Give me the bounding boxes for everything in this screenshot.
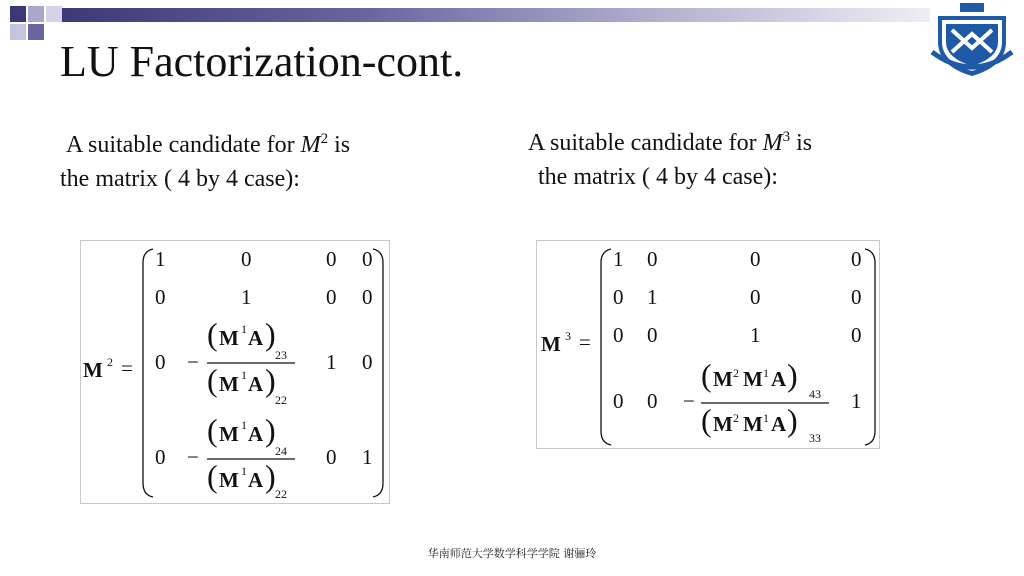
fraction-numerator-sup: 1 — [241, 322, 247, 336]
minus-sign: − — [683, 389, 695, 413]
fraction-denominator-m1: M — [743, 412, 763, 436]
paren-open: ( — [207, 316, 218, 352]
fraction-numerator-a: A — [771, 367, 787, 391]
matrix-m2-equals: = — [121, 356, 133, 380]
fraction-numerator-m2-sup: 2 — [733, 366, 739, 380]
right-text-suffix: is — [790, 130, 813, 156]
paren-open: ( — [701, 357, 712, 393]
fraction-denominator-sup: 1 — [241, 368, 247, 382]
matrix-m2-lhs: M — [83, 358, 103, 382]
header-square-decoration — [10, 24, 26, 40]
university-logo — [930, 2, 1014, 78]
matrix-m3-lhs: M — [541, 332, 561, 356]
matrix-cell: 0 — [851, 285, 862, 309]
minus-sign: − — [187, 350, 199, 374]
fraction-numerator-m1: M — [743, 367, 763, 391]
slide-title: LU Factorization-cont. — [60, 37, 464, 86]
fraction-numerator-a: A — [248, 326, 264, 350]
fraction-numerator-m: M — [219, 422, 239, 446]
matrix-cell: 0 — [155, 285, 166, 309]
left-text: A suitable candidate for — [66, 132, 301, 158]
paren-open: ( — [207, 458, 218, 494]
matrix-m2-equation — [81, 241, 389, 503]
matrix-cell: 0 — [241, 247, 252, 271]
fraction-denominator-m2: M — [713, 412, 733, 436]
paren-close: ) — [787, 357, 798, 393]
matrix-cell: 0 — [326, 285, 337, 309]
fraction-numerator-m: M — [219, 326, 239, 350]
fraction-numerator-sub: 23 — [275, 348, 287, 362]
header-gradient-bar — [60, 8, 930, 22]
matrix-cell: 0 — [155, 350, 166, 374]
left-text-suffix: is — [328, 132, 351, 158]
matrix-cell: 0 — [362, 247, 373, 271]
fraction-denominator-sub: 22 — [275, 487, 287, 501]
matrix-m2-lhs-sup: 2 — [107, 355, 113, 369]
matrix-m3-equation — [537, 241, 879, 448]
matrix-cell: 1 — [362, 445, 373, 469]
matrix-cell: 0 — [851, 323, 862, 347]
fraction-denominator-sub: 33 — [809, 431, 821, 445]
matrix-cell: 0 — [326, 247, 337, 271]
fraction-numerator-m2: M — [713, 367, 733, 391]
fraction-denominator-a: A — [248, 468, 264, 492]
paren-close: ) — [265, 458, 276, 494]
matrix-cell: 1 — [155, 247, 166, 271]
matrix-cell: 1 — [647, 285, 658, 309]
matrix-cell: 0 — [647, 389, 658, 413]
left-description-line2: the matrix ( 4 by 4 case): — [60, 166, 300, 192]
fraction-numerator-sub: 24 — [275, 444, 287, 458]
header-square-decoration — [46, 6, 62, 22]
matrix-cell: 0 — [647, 247, 658, 271]
matrix-cell: 0 — [613, 285, 624, 309]
matrix-m3-lhs-sup: 3 — [565, 329, 571, 343]
matrix-cell: 0 — [326, 445, 337, 469]
right-description-line2: the matrix ( 4 by 4 case): — [538, 164, 778, 190]
matrix-cell: 0 — [362, 350, 373, 374]
slide-footer: 华南师范大学数学科学学院 谢骊玲 — [427, 547, 597, 560]
right-description — [528, 126, 812, 194]
fraction-denominator-a: A — [771, 412, 787, 436]
paren-close: ) — [265, 412, 276, 448]
matrix-m2-box — [80, 240, 390, 504]
matrix-cell: 1 — [851, 389, 862, 413]
paren-close: ) — [265, 316, 276, 352]
matrix-cell: 1 — [613, 247, 624, 271]
paren-open: ( — [207, 362, 218, 398]
matrix-cell: 0 — [362, 285, 373, 309]
matrix-cell: 1 — [750, 323, 761, 347]
header-square-decoration — [10, 6, 26, 22]
fraction-denominator-m: M — [219, 372, 239, 396]
right-description-line1 — [528, 126, 812, 160]
paren-close: ) — [265, 362, 276, 398]
paren-open: ( — [207, 412, 218, 448]
left-sup: 2 — [320, 131, 329, 147]
fraction-numerator-a: A — [248, 422, 264, 446]
matrix-cell: 1 — [241, 285, 252, 309]
matrix-cell: 0 — [750, 247, 761, 271]
matrix-cell: 0 — [613, 389, 624, 413]
fraction-denominator-a: A — [248, 372, 264, 396]
right-var: M — [762, 130, 783, 156]
matrix-cell: 0 — [613, 323, 624, 347]
matrix-m3-equals: = — [579, 330, 591, 354]
fraction-numerator-sup: 1 — [241, 418, 247, 432]
paren-open: ( — [701, 402, 712, 438]
fraction-denominator-m1-sup: 1 — [763, 411, 769, 425]
header-square-decoration — [28, 6, 44, 22]
header-square-decoration — [28, 24, 44, 40]
left-description-line1 — [60, 128, 350, 162]
right-sup: 3 — [782, 129, 791, 145]
paren-close: ) — [787, 402, 798, 438]
left-var: M — [300, 132, 321, 158]
matrix-cell: 0 — [851, 247, 862, 271]
matrix-cell: 0 — [750, 285, 761, 309]
minus-sign: − — [187, 445, 199, 469]
fraction-denominator-sup: 1 — [241, 464, 247, 478]
right-bracket — [865, 249, 875, 445]
right-bracket — [373, 249, 383, 497]
left-bracket — [143, 249, 153, 497]
left-description — [60, 128, 350, 196]
matrix-cell: 0 — [155, 445, 166, 469]
fraction-denominator-m2-sup: 2 — [733, 411, 739, 425]
matrix-cell: 1 — [326, 350, 337, 374]
matrix-m3-box — [536, 240, 880, 449]
right-text: A suitable candidate for — [528, 130, 763, 156]
fraction-denominator-sub: 22 — [275, 393, 287, 407]
fraction-numerator-sub: 43 — [809, 387, 821, 401]
left-bracket — [601, 249, 611, 445]
fraction-denominator-m: M — [219, 468, 239, 492]
fraction-numerator-m1-sup: 1 — [763, 366, 769, 380]
matrix-cell: 0 — [647, 323, 658, 347]
